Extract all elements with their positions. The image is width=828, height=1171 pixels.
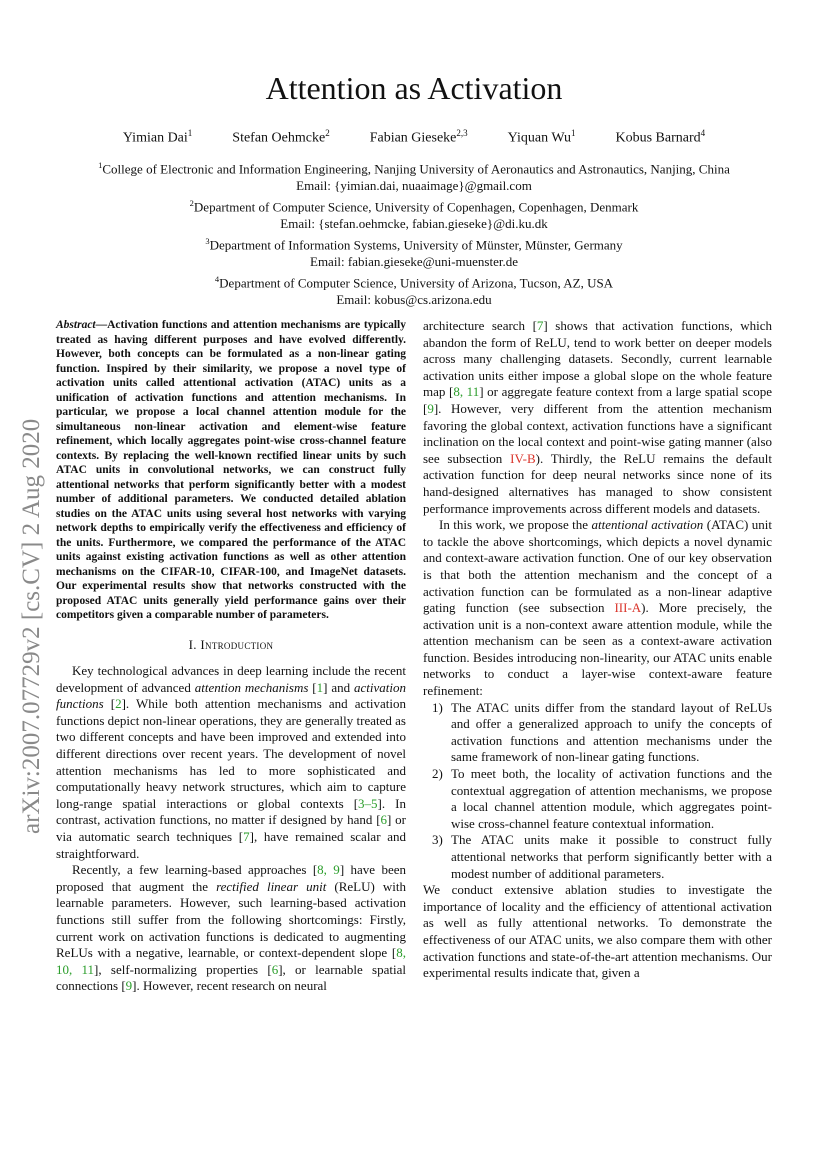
contribution-list: [423, 700, 772, 883]
list-item: 1) The ATAC units differ from the standard layout of ReLUs and offer a generalized approach to unify the concepts of activation functions and attention mechanisms under the same framework of non-linear gating functions.: [432, 699, 772, 765]
author: Yimian Dai$^1$: [122, 128, 193, 146]
paragraph: In this work, we propose the attentional activation (ATAC) unit to tackle the above shortcomings, which depicts a novel dynamic and context-aware activation function. One of our key observation is that both the attention mechanism and the concept of a activation function can be formulated as a non-linear adaptive gating function (see subsection III-A). More precisely, the activation unit is a non-context aware attention module, while the attention mechanism can be seen as a context-aware activation function. Besides introducing non-linearity, our ATAC units enable networks to conduct a layer-wise context-aware feature refinement:: [423, 517, 772, 699]
section-reference-link[interactable]: IV-B: [510, 450, 536, 466]
paper-title: Attention as Activation: [265, 70, 563, 106]
citation-link[interactable]: 2: [115, 696, 122, 712]
author: Yiquan Wu$^1$: [507, 128, 576, 146]
citation-link[interactable]: 1: [316, 679, 324, 695]
affiliations: [0, 157, 828, 309]
arxiv-watermark: arXiv:2007.07729v2 [cs.CV] 2 Aug 2020: [18, 418, 45, 834]
list-item: 2) To meet both, the locality of activation functions and the contextual aggregation of attention mechanisms, we propose a local channel attention module, which aggregates point-wise cross-channel feature contextual information.: [432, 766, 772, 831]
author-list: [60, 128, 768, 147]
citation-link[interactable]: 8, 11: [453, 384, 480, 400]
author: Fabian Gieseke$^{2,3}$: [369, 128, 468, 146]
section-heading: I. Introduction: [188, 636, 274, 652]
affiliation: $^2$Department of Computer Science, University of Copenhagen, Copenhagen, Denmark: [189, 197, 639, 215]
citation-link[interactable]: 7: [243, 829, 250, 845]
citation-link[interactable]: 7: [536, 318, 544, 333]
citation-link[interactable]: 3–5: [358, 795, 378, 811]
section-reference-link[interactable]: III-A: [614, 600, 642, 616]
citation-link[interactable]: 9: [427, 400, 434, 416]
author: Stefan Oehmcke$^2$: [232, 128, 330, 146]
list-item: 3) The ATAC units make it possible to construct fully attentional networks that perform significantly better with a modest number of additional parameters.: [432, 832, 772, 881]
citation-link[interactable]: 8, 9: [317, 862, 340, 878]
paragraph: Key technological advances in deep learning include the recent development of advanced attention mechanisms [1] and activation functions [2]. While both attention mechanisms and activation functions depict non-linear operations, they are generally treated as two different concepts and have been improved and extended into different directions over recent years. The development of novel attention mechanisms has led to more sophisticated and computationally heavy network structures, which aim to capture long-range spatial interactions or global contexts [3–5]. In contrast, activation functions, no matter if designed by hand [6] or via automatic search techniques [7], have remained scalar and straightforward.: [56, 663, 407, 861]
left-column: [56, 318, 406, 995]
citation-link[interactable]: 9: [125, 978, 133, 994]
affiliation-email: Email: {stefan.oehmcke, fabian.gieseke}@di.ku.dk: [280, 216, 548, 232]
paragraph: We conduct extensive ablation studies to investigate the importance of locality and the efficiency of attentional activation as well as fully attentional networks. To demonstrate the effectiveness of our ATAC units, we also compare them with other activation functions and state-of-the-art attention mechanisms. Our experimental results indicate that, given a: [423, 882, 772, 981]
citation-link[interactable]: 8, 10, 11: [56, 945, 406, 977]
citation-link[interactable]: 6: [271, 961, 279, 977]
affiliation-email: Email: kobus@cs.arizona.edu: [336, 291, 492, 307]
paragraph: Recently, a few learning-based approaches [8, 9] have been proposed that augment the rectified linear unit (ReLU) with learnable parameters. However, such learning-based activation functions still suffer from the following shortcomings: Firstly, current work on activation functions is dedicated to augmenting ReLUs with a negative, learnable, or context-dependent slope [8, 10, 11], self-normalizing properties [6], or learnable spatial connections [9]. However, recent research on neural: [56, 862, 407, 994]
author: Kobus Barnard$^4$: [615, 128, 706, 146]
affiliation-email: Email: {yimian.dai, nuaaimage}@gmail.com: [296, 178, 532, 194]
paragraph: architecture search [7] shows that activation functions, which abandon the form of ReLU, tend to work better on deeper models across many challenging datasets. Secondly, current learnable activation units either impose a global slope on the whole feature map [8, 11] or aggregate feature context from a large spatial scope [9]. However, very different from the attention mechanism favoring the global context, activation functions have a significant inclination on the local context and point-wise gating manner (also see subsection IV-B). Thirdly, the ReLU remains the default activation function for deep neural networks since none of its hand-designed alternatives has managed to show consistent performance improvements across different models and datasets.: [423, 318, 773, 516]
affiliation: $^4$Department of Computer Science, University of Arizona, Tucson, AZ, USA: [214, 273, 614, 291]
affiliation: $^1$College of Electronic and Information Engineering, Nanjing University of Aeronautics and Astronautics, Nanjing, China: [98, 160, 730, 177]
citation-link[interactable]: 6: [380, 812, 388, 828]
affiliation-email: Email: fabian.gieseke@uni-muenster.de: [310, 253, 518, 269]
right-column: [423, 318, 772, 982]
affiliation: $^3$Department of Information Systems, University of Münster, Münster, Germany: [205, 235, 623, 253]
abstract: Abstract—Activation functions and attention mechanisms are typically treated as having different purposes and have evolved differently. However, both concepts can be formulated as a non-linear gating function. Inspired by their similarity, we propose a novel type of activation units called attentional activation (ATAC) units as a unification of activation functions and attention mechanisms. In particular, we propose a local channel attention module for the simultaneous non-linear activation and element-wise feature refinement, which locally aggregates point-wise cross-channel feature contexts. By replacing the well-known rectified linear units by such ATAC units in convolutional networks, we can construct fully attentional networks that perform significantly better with a modest number of additional parameters. We conducted detailed ablation studies on the ATAC units using several host networks with varying network depths to empirically verify the effectiveness and efficiency of the units. Furthermore, we compared the performance of the ATAC units against existing activation functions as well as other attention mechanisms on the CIFAR-10, CIFAR-100, and ImageNet datasets. Our experimental results show that networks constructed with the proposed ATAC units generally yield performance gains over their competitors given a comparable number of parameters.: [56, 319, 406, 621]
